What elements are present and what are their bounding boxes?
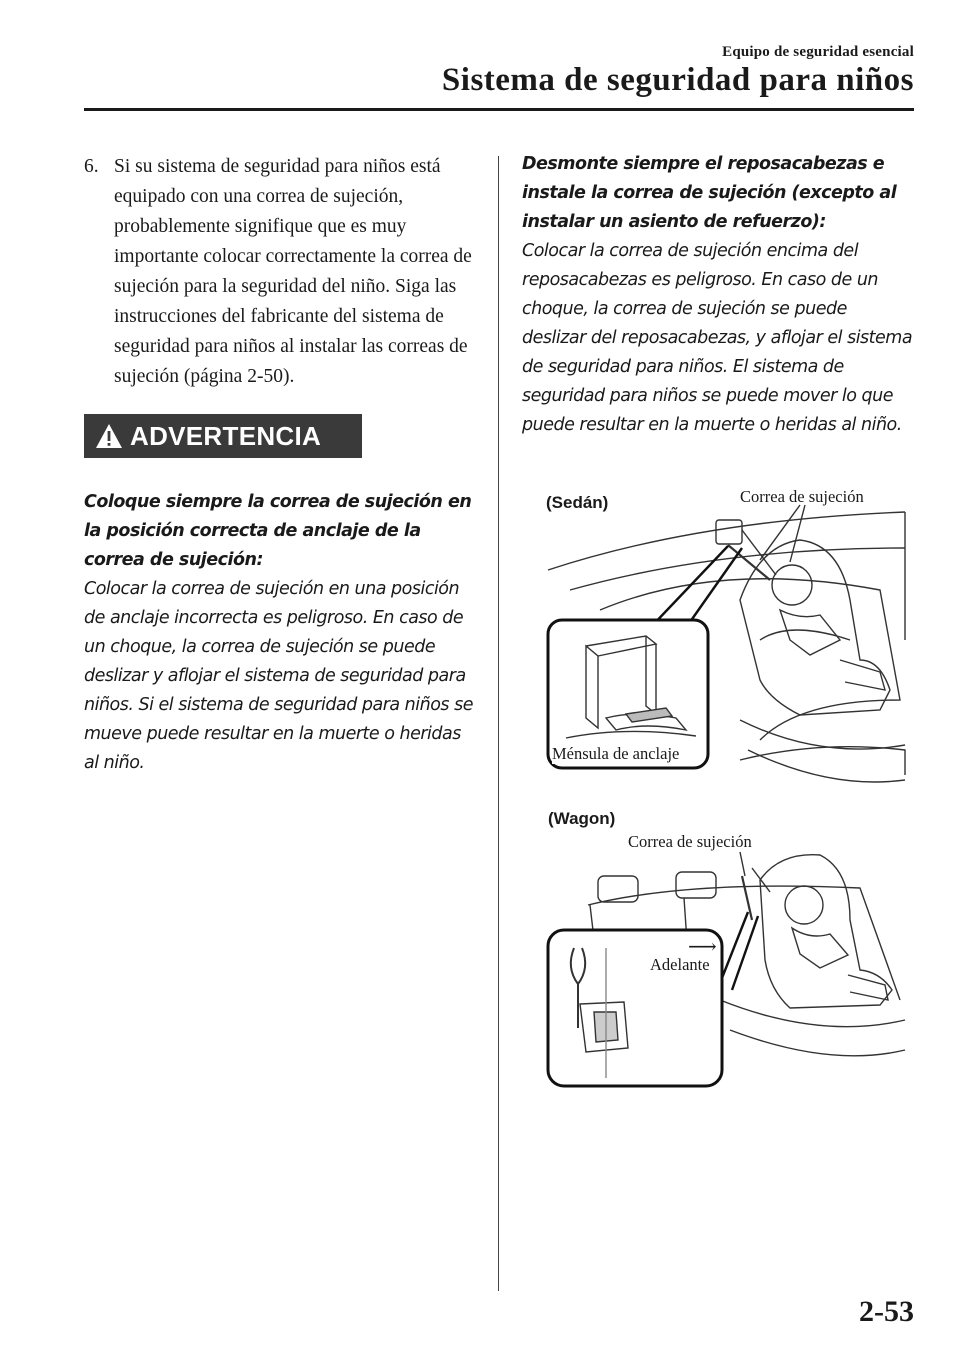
sedan-label: (Sedán) bbox=[546, 493, 609, 512]
step-number: 6. bbox=[84, 156, 99, 177]
forward-callout: Adelante bbox=[650, 955, 710, 974]
forward-arrow-icon: ⟶ bbox=[688, 936, 717, 958]
warning-label: ADVERTENCIA bbox=[130, 420, 322, 451]
bracket-callout: Ménsula de anclaje bbox=[552, 744, 680, 763]
page-title: Sistema de seguridad para niños bbox=[441, 62, 914, 98]
warning-heading: Coloque siempre la correa de sujeción en la posición correcta de anclaje de la correa de sujeción: bbox=[84, 492, 472, 570]
warning-heading: Desmonte siempre el reposacabezas e instale la correa de sujeción (excepto al instalar un asiento de refuerzo): bbox=[522, 154, 897, 232]
strap-callout: Correa de sujeción bbox=[628, 832, 752, 851]
section-label: Equipo de seguridad esencial bbox=[722, 44, 914, 60]
warning-body: Colocar la correa de sujeción encima del reposacabezas es peligroso. En caso de un choque, la correa de sujeción se puede deslizar del reposacabezas, y aflojar el sistema de seguridad para niños. El sistema de seguridad para niños se puede mover lo que puede resultar en la muerte o heridas al niño. bbox=[522, 241, 913, 435]
warning-body: Colocar la correa de sujeción en una posición de anclaje incorrecta es peligroso. En caso de un choque, la correa de sujeción se puede deslizar y aflojar el sistema de seguridad para niños. Si el sistema de seguridad para niños se mueve puede resultar en la muerte o heridas al niño. bbox=[84, 579, 473, 773]
step-text: Si su sistema de seguridad para niños está equipado con una correa de sujeción, probablemente signifique que es muy importante colocar correctamente la correa de sujeción para la seguridad del niño. Siga las instrucciones del fabricante del sistema de seguridad para niños al instalar las correas de sujeción (página 2-50). bbox=[114, 156, 472, 387]
page-number: 2-53 bbox=[859, 1295, 914, 1328]
wagon-label: (Wagon) bbox=[548, 809, 616, 828]
strap-callout: Correa de sujeción bbox=[740, 487, 864, 506]
